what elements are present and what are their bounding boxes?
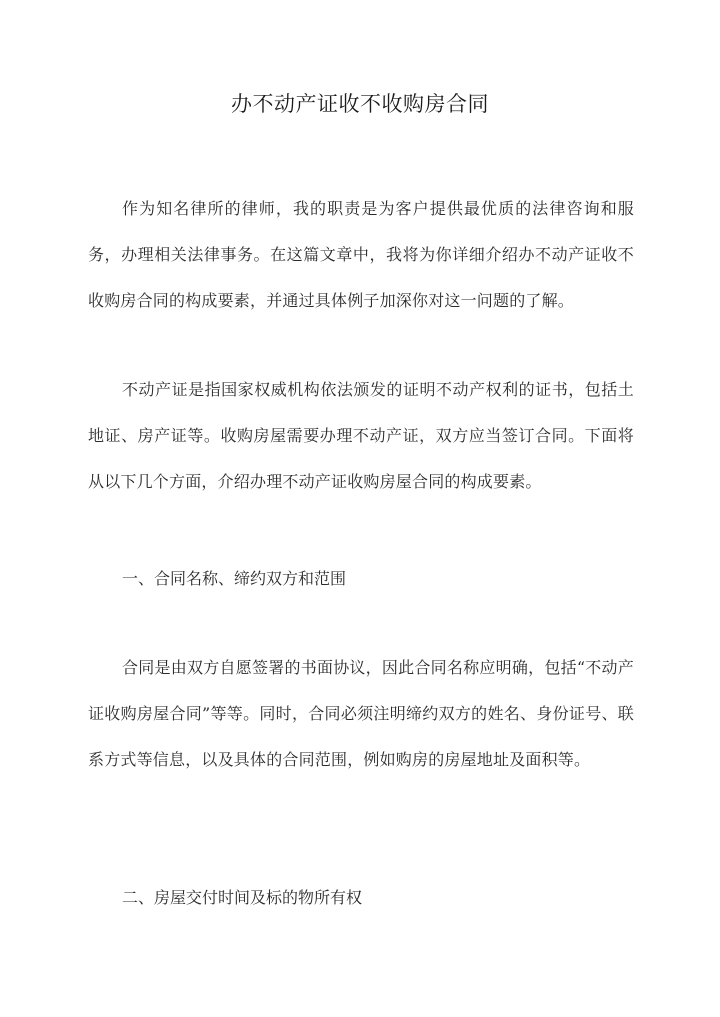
paragraph-definition: 不动产证是指国家权威机构依法颁发的证明不动产权利的证书，包括土地证、房产证等。收购房屋需要办理不动产证，双方应当签订合同。下面将从以下几个方面，介绍办理不动产证收购房屋合同的构成要素。 — [88, 380, 634, 491]
section-heading-2: 二、房屋交付时间及标的物所有权 — [122, 888, 363, 907]
paragraph-intro: 作为知名律所的律师，我的职责是为客户提供最优质的法律咨询和服务，办理相关法律事务。在这篇文章中，我将为你详细介绍办不动产证收不收购房合同的构成要素，并通过具体例子加深你对这一问题的了解。 — [88, 199, 634, 310]
document-title: 办不动产证收不收购房合同 — [231, 92, 489, 116]
paragraph-contract-name: 合同是由双方自愿签署的书面协议，因此合同名称应明确，包括“不动产证收购房屋合同”等等。同时，合同必须注明缔约双方的姓名、身份证号、联系方式等信息，以及具体的合同范围，例如购房的房屋地址及面积等。 — [88, 658, 634, 769]
section-heading-1: 一、合同名称、缔约双方和范围 — [122, 569, 347, 588]
